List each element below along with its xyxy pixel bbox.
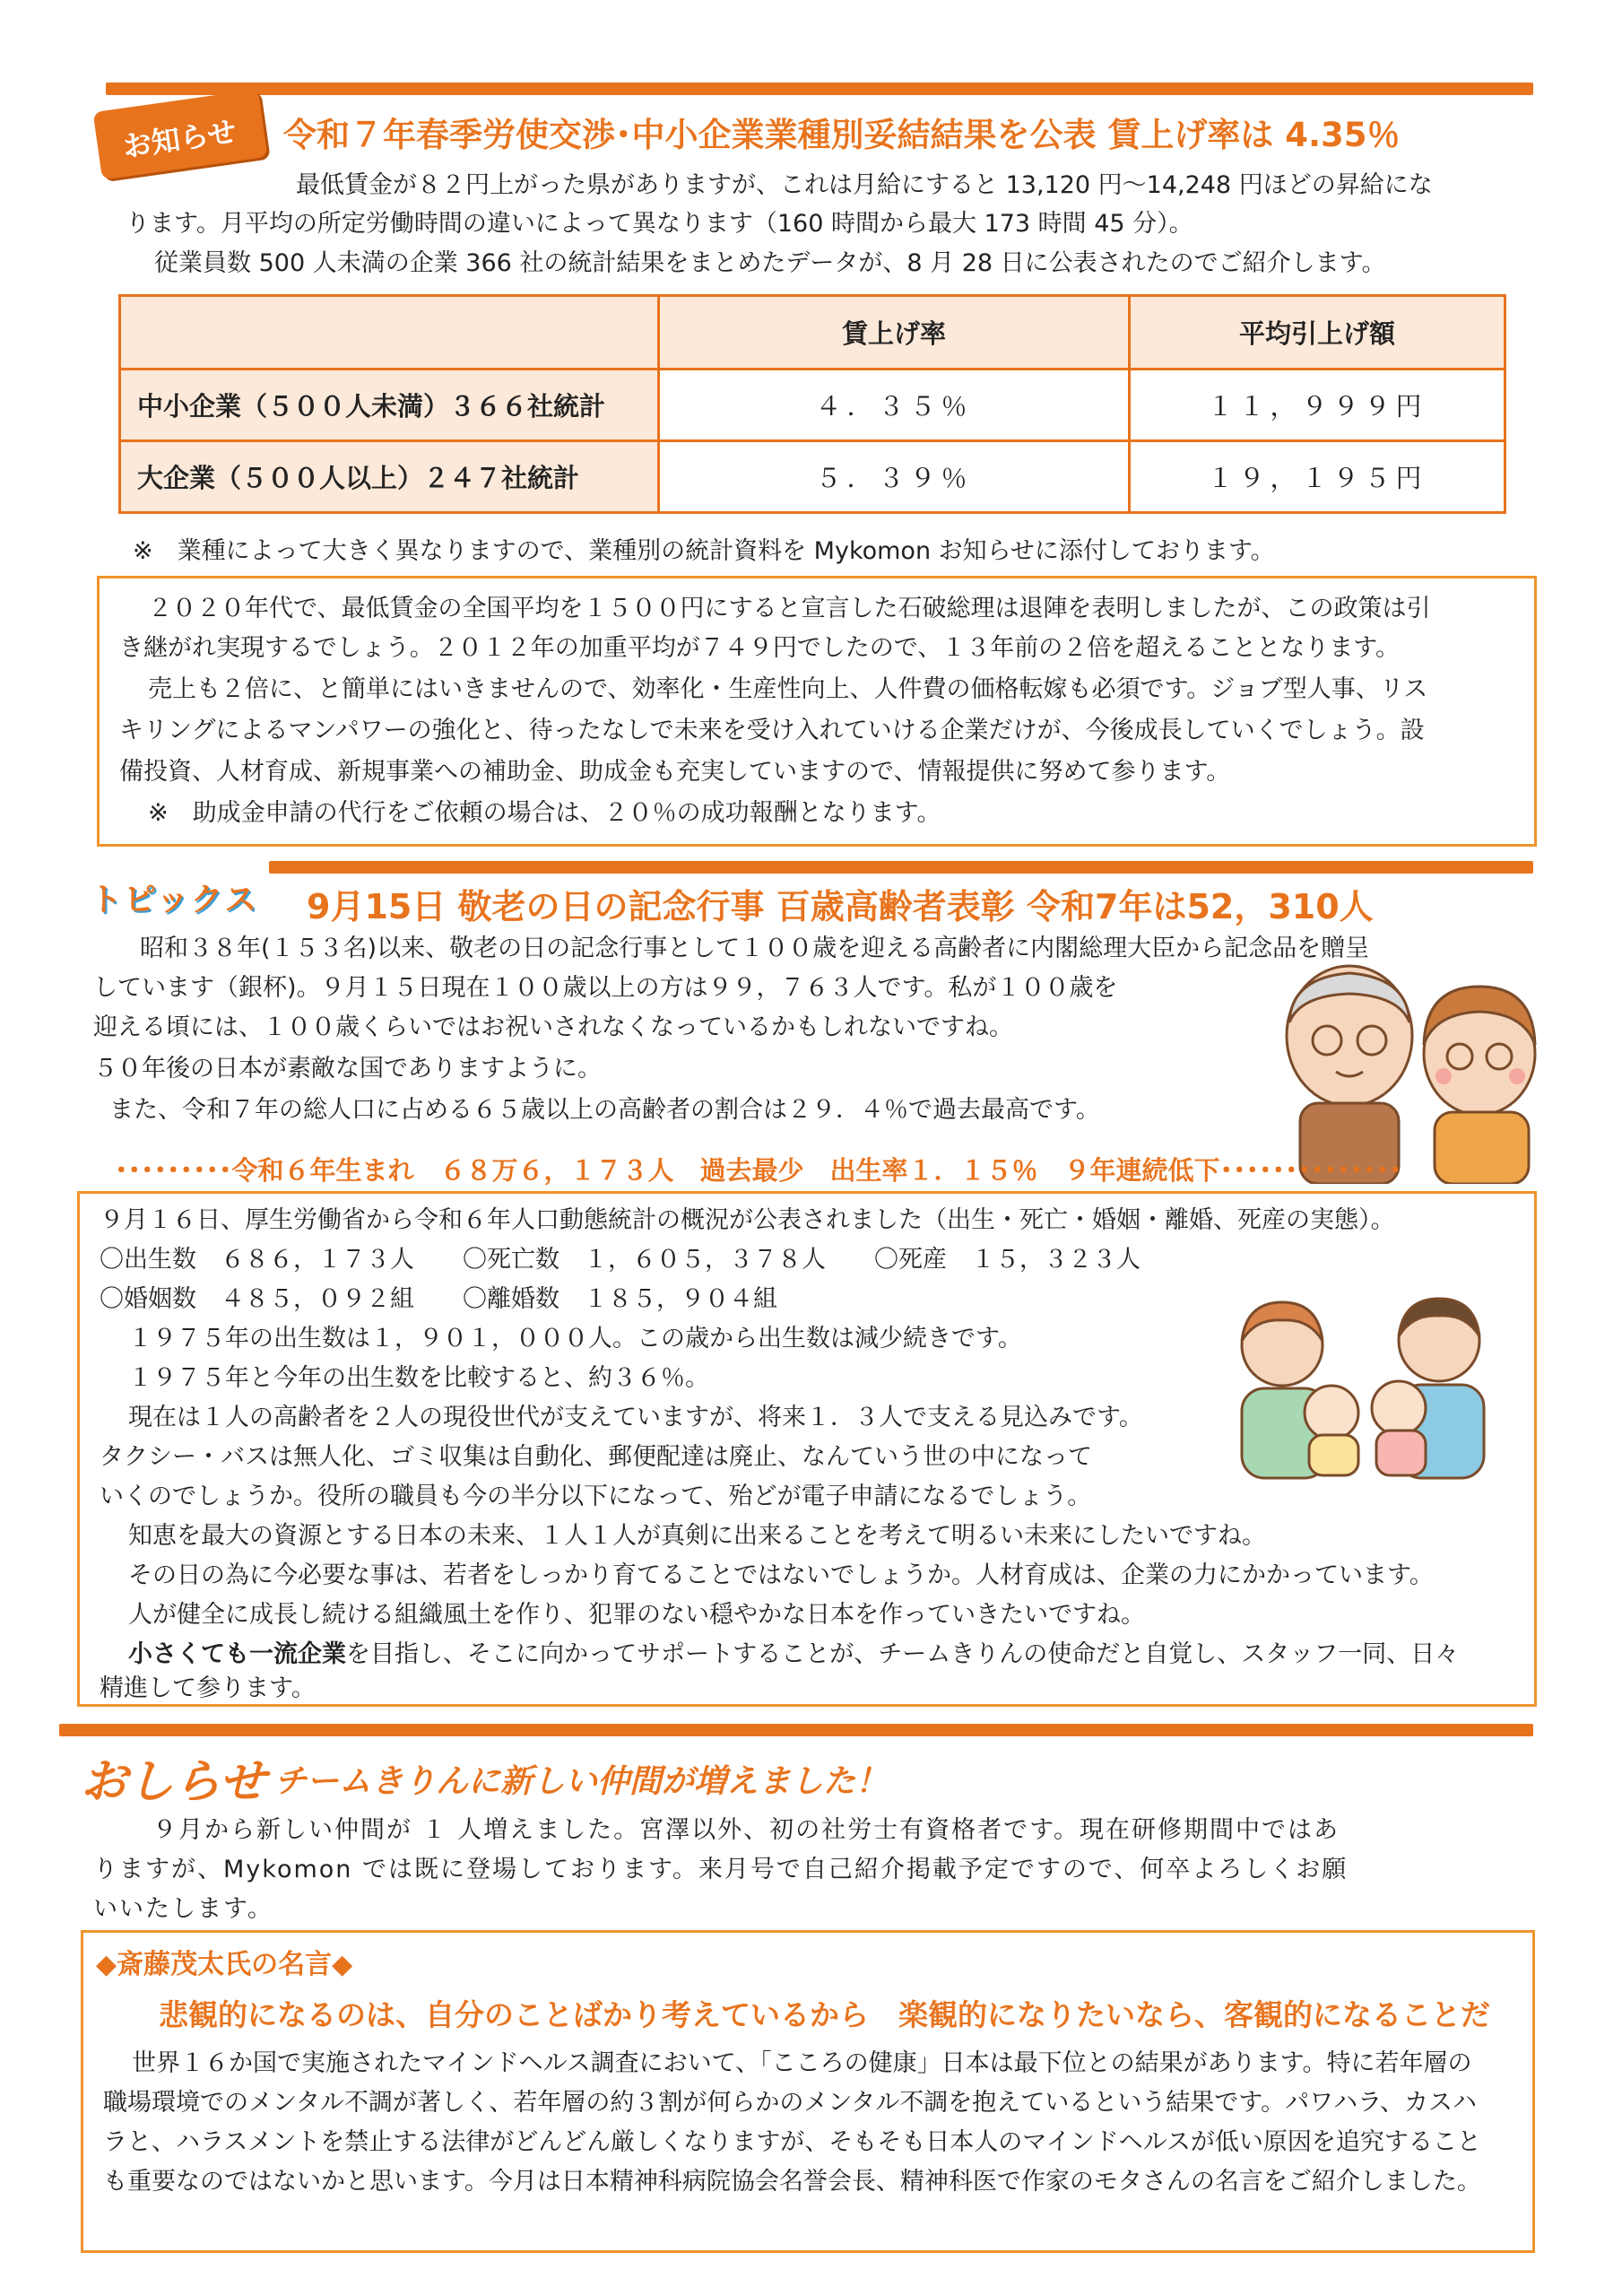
quote-line-2: 職場環境でのメンタル不調が著しく、若年層の約３割が何らかのメンタル不調を抱えているという結果です。パワハラ、カスハ	[103, 2089, 1477, 2117]
section1-top-bar	[106, 83, 1533, 95]
section3-para-3: いいたします。	[93, 1895, 273, 1923]
table-cell-label: 中小企業（５００人未満）３６６社統計	[120, 370, 659, 441]
section2-para-5: また、令和７年の総人口に占める６５歳以上の高齢者の割合は２９．４％で過去最高です。	[109, 1096, 1100, 1124]
osirase-badge	[93, 89, 268, 179]
quote-text: 悲観的になるのは、自分のことばかり考えているから 楽観的になりたいなら、客観的になることだ	[159, 1997, 1490, 2032]
vital-line-6: 現在は１人の高齢者を２人の現役世代が支えていますが、将来１．３人で支える見込みです。	[128, 1404, 1143, 1431]
table-header-row	[120, 296, 1505, 370]
quote-line-3: ラと、ハラスメントを禁止する法律がどんどん厳しくなりますが、そもそも日本人のマインドヘルスが低い原因を追究すること	[103, 2128, 1481, 2156]
table-cell-rate: ５．３９％	[659, 441, 1130, 513]
section2-headline: 9月15日 敬老の日の記念行事 百歳高齢者表彰 令和7年は52，310人	[307, 887, 1374, 926]
commentary-line-2: き継がれ実現するでしょう。２０１２年の加重平均が７４９円でしたので、１３年前の２倍を超えることとなります。	[119, 634, 1401, 662]
topics-badge-label: トピックス	[90, 882, 259, 918]
vital-line-9: 知恵を最大の資源とする日本の未来、１人１人が真剣に出来ることを考えて明るい未来にしたいですね。	[128, 1522, 1266, 1550]
elderly-couple-illustration	[1264, 951, 1551, 1184]
section3-top-bar	[59, 1724, 1533, 1736]
commentary-line-5: 備投資、人材育成、新規事業への補助金、助成金も充実していますので、情報提供に努めて参ります。	[119, 758, 1231, 786]
table-header-amount: 平均引上げ額	[1130, 296, 1505, 370]
section1-para-1: 最低賃金が８２円上がった県がありますが、これは月給にすると 13,120 円～14,248 円ほどの昇給にな	[296, 171, 1433, 199]
commentary-line-4: キリングによるマンパワーの強化と、待ったなしで未来を受け入れていける企業だけが、今後成長していくでしょう。設	[119, 717, 1425, 744]
vital-line-4: １９７５年の出生数は１，９０１，０００人。この歳から出生数は減少続きです。	[128, 1325, 1022, 1352]
section2-para-2: しています（銀杯)。９月１５日現在１００歳以上の方は９９，７６３人です。私が１００歳を	[93, 974, 1118, 1002]
table-header-blank	[120, 296, 659, 370]
quote-title: ◆斎藤茂太氏の名言◆	[96, 1949, 353, 1980]
quote-line-1: 世界１６か国で実施されたマインドヘルス調査において、「こころの健康」日本は最下位との結果があります。特に若年層の	[132, 2049, 1472, 2077]
quote-box	[81, 1930, 1535, 2253]
section2-para-1: 昭和３８年(１５３名)以来、敬老の日の記念行事として１００歳を迎える高齢者に内閣総理大臣から記念品を贈呈	[140, 935, 1370, 962]
section2-para-4: ５０年後の日本が素敵な国でありますように。	[93, 1055, 602, 1083]
table-cell-amount: １９，１９５円	[1130, 441, 1505, 513]
bold-phrase: 小さくても一流企業	[128, 1640, 346, 1668]
section1-para-3: 従業員数 500 人未満の企業 366 社の統計結果をまとめたデータが、8 月 28 日に公表されたのでご紹介します。	[154, 249, 1386, 277]
oshirase-title: おしらせ	[81, 1755, 266, 1809]
vital-line-8: いくのでしょうか。役所の職員も今の半分以下になって、殆どが電子申請になるでしょう。	[100, 1483, 1092, 1510]
vital-line-7: タクシー・バスは無人化、ゴミ収集は自動化、郵便配達は廃止、なんていう世の中になって	[100, 1443, 1092, 1471]
vital-line-10: その日の為に今必要な事は、若者をしっかり育てることではないでしょうか。人材育成は、企業の力にかかっています。	[128, 1561, 1434, 1589]
family-illustration	[1206, 1292, 1520, 1480]
table-row	[120, 370, 1505, 441]
section1-para-2: ります。月平均の所定労働時間の違いによって異なります（160 時間から最大 173 時間 45 分）。	[126, 210, 1193, 238]
section3-headline: チームきりんに新しい仲間が増えました！	[274, 1763, 889, 1800]
section1-note: ※ 業種によって大きく異なりますので、業種別の統計資料を Mykomon お知らせに添付しております。	[133, 537, 1275, 565]
commentary-line-1: ２０２０年代で、最低賃金の全国平均を１５００円にすると宣言した石破総理は退陣を表明しましたが、この政策は引	[148, 595, 1431, 622]
topics-badge	[90, 874, 258, 920]
table-header-rate: 賃上げ率	[659, 296, 1130, 370]
vital-line-11: 人が健全に成長し続ける組織風土を作り、犯罪のない穏やかな日本を作っていきたいですね。	[128, 1601, 1145, 1629]
table-row	[120, 441, 1505, 513]
vital-line-2: 〇出生数 ６８６，１７３人 〇死亡数 １，６０５，３７８人 〇死産 １５，３２３人	[100, 1246, 1141, 1274]
vital-line-5: １９７５年と今年の出生数を比較すると、約３６％。	[128, 1364, 709, 1392]
vital-line-13: 精進して参ります。	[100, 1674, 316, 1702]
section1-headline: 令和７年春季労使交渉･中小企業業種別妥結結果を公表 賃上げ率は 4.35％	[283, 116, 1401, 154]
table-cell-rate: ４．３５％	[659, 370, 1130, 441]
commentary-line-3: 売上も２倍に、と簡単にはいきませんので、効率化・生産性向上、人件費の価格転嫁も必須です。ジョブ型人事、リス	[148, 675, 1428, 703]
section3-para-1: ９月から新しい仲間が １ 人増えました。宮澤以外、初の社労士有資格者です。現在研修期間中ではあ	[152, 1816, 1340, 1844]
commentary-line-6: ※ 助成金申請の代行をご依頼の場合は、２０％の成功報酬となります。	[148, 799, 941, 827]
vital-line-3: 〇婚姻数 ４８５，０９２組 〇離婚数 １８５，９０４組	[100, 1285, 777, 1313]
wage-stats-table	[118, 294, 1506, 514]
section1-commentary-box	[97, 576, 1537, 847]
vital-line-12-rest: を目指し、そこに向かってサポートすることが、チームきりんの使命だと自覚し、スタッフ一同、日々	[346, 1640, 1460, 1668]
quote-line-4: も重要なのではないかと思います。今月は日本精神科病院協会名誉会長、精神科医で作家のモタさんの名言をご紹介しました。	[103, 2168, 1481, 2196]
section3-para-2: りますが、Mykomon では既に登場しております。来月号で自己紹介掲載予定ですので、何卒よろしくお願	[93, 1856, 1349, 1883]
osirase-badge-label: お知らせ	[120, 114, 239, 164]
table-cell-amount: １１，９９９円	[1130, 370, 1505, 441]
section2-top-bar	[269, 861, 1533, 874]
section2-para-3: 迎える頃には、１００歳くらいではお祝いされなくなっているかもしれないですね。	[93, 1013, 1013, 1041]
birth-rate-subheadline: ･････････令和６年生まれ ６８万６，１７３人 過去最少 出生率１．１５％ ９年連続低下･･････････････	[115, 1155, 1402, 1186]
vital-line-12	[128, 1635, 1459, 1674]
vital-line-1: ９月１６日、厚生労働省から令和６年人口動態統計の概況が公表されました（出生・死亡・婚姻・離婚、死産の実態）。	[100, 1206, 1395, 1234]
table-cell-label: 大企業（５００人以上）２４７社統計	[120, 441, 659, 513]
